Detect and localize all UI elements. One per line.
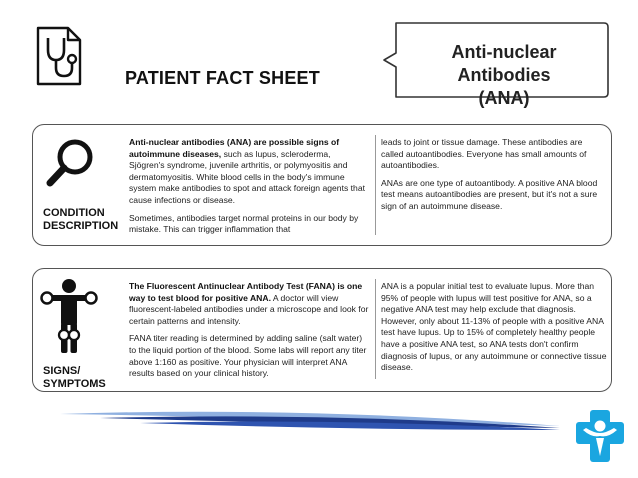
condition-divider [375, 135, 376, 235]
symptoms-left-column [129, 281, 369, 386]
symptoms-divider [375, 279, 376, 379]
symptoms-right-column [381, 281, 607, 380]
symptoms-label-line1: SIGNS/ [43, 365, 81, 377]
symptoms-intro-text: A doctor will view fluorescent-labeled antibodies under a microscope and look for certain patterns and intensity. [129, 292, 369, 326]
topic-title [404, 41, 604, 110]
footer-swoosh [0, 392, 638, 452]
condition-right-paragraph-1: leads to joint or tissue damage. These antibodies are called autoantibodies. Everyone has small amounts of autoantibodies. [381, 137, 587, 171]
symptoms-intro-paragraph [129, 281, 369, 327]
sheet-title: PATIENT FACT SHEET [125, 68, 320, 88]
condition-intro-bold: Anti-nuclear antibodies (ANA) are possible signs of autoimmune diseases, [129, 137, 340, 159]
condition-right-paragraph-2: ANAs are one type of autoantibody. A positive ANA blood test means autoantibodies are present, but it's not a sure sign of an autoimmune disease. [381, 177, 598, 211]
magnifier-icon [45, 137, 97, 189]
stethoscope-document-icon [34, 26, 86, 88]
condition-intro-text: such as lupus, scleroderma, Sjögren's syndrome, juvenile arthritis, or polymyositis and dermatomyositis. White blood cells in the body's immune system make antibodies to spot and attack foreign agents that cause infections or disease. [129, 148, 365, 205]
condition-right-column [381, 137, 605, 219]
condition-intro-paragraph [129, 137, 367, 207]
fact-sheet-header [28, 18, 613, 110]
symptoms-intro-bold: The Fluorescent Antinuclear Antibody Test (FANA) is one way to test blood for positive ANA. [129, 281, 363, 303]
condition-left-column [129, 137, 367, 242]
joint-pain-figure-icon [39, 277, 99, 357]
symptoms-right-paragraph-1: ANA is a popular initial test to evaluate lupus. More than 95% of people with lupus will test positive for ANA, so a negative ANA test may help exclude that diagnosis. However, only about 11-13% of people with a positive ANA test have lupus. Up to 15% of completely healthy people have a positive ANA test, so ANA tests don't confirm diagnosis of lupus, or any autoimmune or connective tissue disease. [381, 281, 607, 373]
topic-title-line2: (ANA) [478, 88, 530, 108]
condition-paragraph-2: Sometimes, antibodies target normal proteins in our body by mistake. This can trigger inflammation that [129, 212, 359, 235]
condition-description-card [32, 124, 612, 246]
symptoms-paragraph-2: FANA titer reading is determined by adding saline (salt water) to the liquid portion of the blood. Some labs will report any titer above 1:160 as positive. Your physician will interpret ANA results based on your clinical history. [129, 333, 367, 379]
symptoms-label-line2: SYMPTOMS [43, 378, 106, 390]
condition-label [43, 207, 118, 233]
condition-label-line2: DESCRIPTION [43, 220, 119, 232]
topic-title-line1: Anti-nuclear Antibodies [451, 42, 557, 85]
medical-cross-person-logo-icon [574, 408, 626, 464]
condition-label-line1: CONDITION [43, 207, 105, 219]
symptoms-label [43, 365, 106, 391]
signs-symptoms-card [32, 268, 612, 392]
topic-title-box [378, 21, 610, 108]
